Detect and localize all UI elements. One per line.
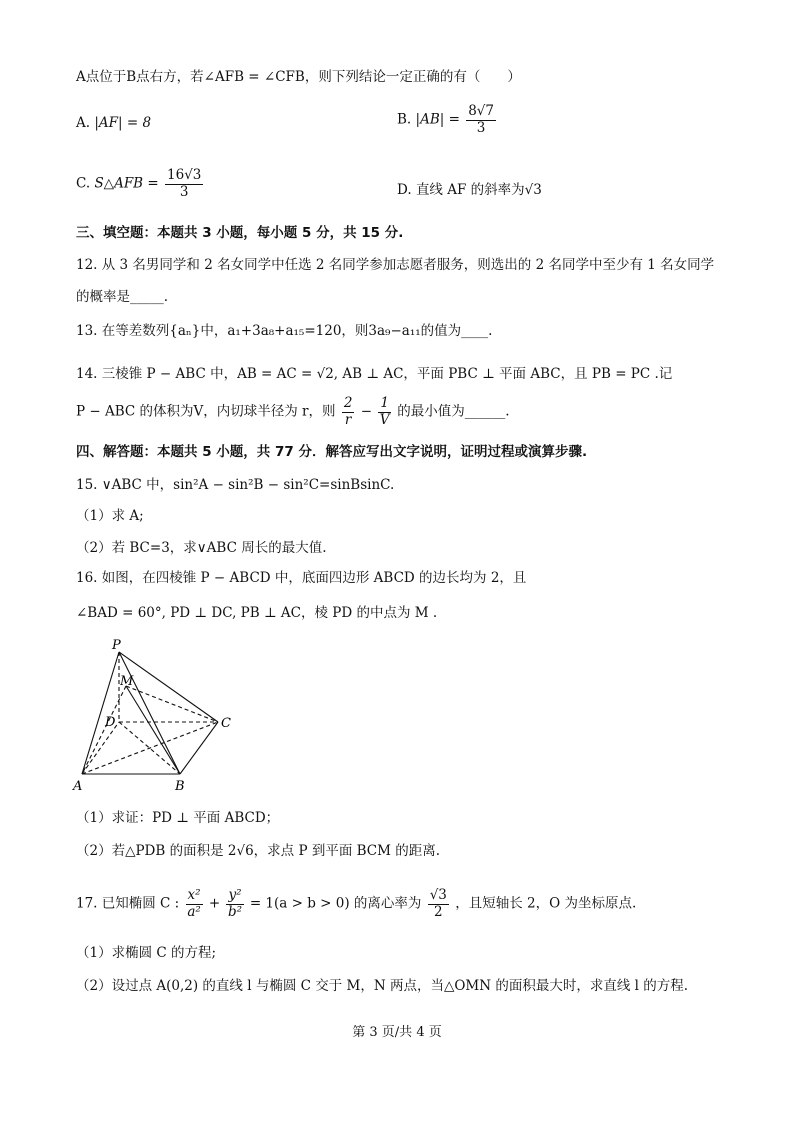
q17-frac-e (428, 888, 449, 920)
q17-frac-e-num: √3 (429, 887, 447, 903)
q14-minus: − (360, 403, 373, 420)
q14-line2 (76, 396, 510, 428)
option-d-letter: D. (397, 182, 412, 198)
edge-PC (119, 652, 218, 722)
label-M: M (120, 674, 134, 689)
option-a-text: |AF| = 8 (94, 115, 152, 131)
label-P: P (112, 638, 121, 653)
q15: 15. ∨ABC 中，sin²A − sin²B − sin²C=sinBsinC. (76, 477, 395, 493)
q17-c: ，且短轴长 2，O 为坐标原点. (455, 895, 637, 912)
q14-frac2 (378, 396, 391, 428)
option-c-den: 3 (179, 183, 189, 200)
pyramid-figure (70, 636, 250, 796)
option-c-num: 16√3 (167, 167, 202, 183)
q15-part1: （1）求 A; (76, 508, 144, 524)
q17-part1: （1）求椭圆 C 的方程; (76, 945, 217, 961)
q12-line2: 的概率是_____. (76, 289, 169, 305)
q17-plus: + (208, 895, 221, 912)
option-c (76, 168, 205, 200)
label-D: D (105, 715, 116, 730)
q17-frac-y-den: b² (227, 903, 243, 920)
option-c-fraction (165, 168, 203, 200)
q14-frac2-den: V (379, 411, 390, 428)
q16-line1: 16. 如图，在四棱锥 P − ABCD 中，底面四边形 ABCD 的边长均为 2，且 (76, 570, 527, 586)
q17-stem (76, 888, 636, 920)
option-a (76, 115, 151, 131)
edge-PA (82, 652, 119, 774)
option-b-fraction (466, 104, 496, 136)
q14-frac2-num: 1 (380, 395, 389, 411)
label-C: C (221, 716, 231, 731)
option-c-lhs: S△AFB = (94, 175, 159, 192)
diagonal-AC (82, 722, 218, 774)
page-footer: 第 3 页/共 4 页 (352, 1025, 442, 1040)
option-a-letter: A. (76, 115, 91, 131)
q14-frac1 (342, 396, 355, 428)
q14-line2-a: P − ABC 的体积为V，内切球半径为 r，则 (76, 403, 336, 420)
q17-b: = 1(a > b > 0) 的离心率为 (249, 895, 422, 912)
label-B: B (175, 779, 185, 794)
option-c-letter: C. (76, 175, 91, 192)
q17-frac-y-num: y² (228, 887, 242, 903)
option-b-num: 8√7 (468, 103, 494, 119)
option-b-den: 3 (476, 119, 486, 136)
segment-MA (82, 686, 126, 774)
label-A: A (73, 779, 83, 794)
q17-frac-x (186, 888, 203, 920)
q14-frac1-num: 2 (343, 395, 353, 411)
option-b (397, 104, 498, 136)
option-d-text: 直线 AF 的斜率为√3 (415, 182, 542, 198)
option-d (397, 178, 542, 198)
segment-MB (126, 686, 180, 774)
q14-line1: 14. 三棱锥 P − ABC 中，AB = AC = √2, AB ⊥ AC，平面 PBC ⊥ 平面 ABC，且 PB = PC .记 (76, 366, 673, 382)
edge-BC (180, 722, 218, 774)
q14-line2-b: 的最小值为______. (397, 403, 510, 420)
option-b-letter: B. (397, 111, 412, 128)
edge-PB (119, 652, 180, 774)
q16-part1: （1）求证：PD ⊥ 平面 ABCD； (76, 810, 280, 826)
q11-tail: A点位于B点右方，若∠AFB = ∠CFB，则下列结论一定正确的有（ ） (76, 69, 521, 85)
section-3-heading: 三、填空题：本题共 3 小题，每小题 5 分，共 15 分. (76, 225, 404, 241)
q17-frac-y (226, 888, 243, 920)
section-4-heading: 四、解答题：本题共 5 小题，共 77 分．解答应写出文字说明，证明过程或演算步骤. (76, 444, 588, 460)
q16-line2: ∠BAD = 60°, PD ⊥ DC, PB ⊥ AC，棱 PD 的中点为 M . (76, 605, 438, 621)
option-b-lhs: |AB| = (415, 111, 460, 128)
q12-line1: 12. 从 3 名男同学和 2 名女同学中任选 2 名同学参加志愿者服务，则选出的 2 名同学中至少有 1 名女同学 (76, 257, 715, 273)
q17-frac-x-num: x² (187, 887, 201, 903)
q14-frac1-den: r (344, 411, 352, 428)
q17-a: 17. 已知椭圆 C : (76, 895, 180, 912)
q15-part2: （2）若 BC=3，求∨ABC 周长的最大值. (76, 540, 327, 556)
q17-part2: （2）设过点 A(0,2) 的直线 l 与椭圆 C 交于 M，N 两点，当△OMN 的面积最大时，求直线 l 的方程. (76, 978, 689, 994)
q17-frac-x-den: a² (187, 903, 201, 920)
segment-MC (126, 686, 218, 722)
q16-part2: （2）若△PDB 的面积是 2√6，求点 P 到平面 BCM 的距离. (76, 843, 441, 859)
q13: 13. 在等差数列{aₙ}中，a₁+3a₈+a₁₅=120，则3a₉−a₁₁的值为____. (76, 323, 493, 339)
q17-frac-e-den: 2 (434, 903, 443, 920)
